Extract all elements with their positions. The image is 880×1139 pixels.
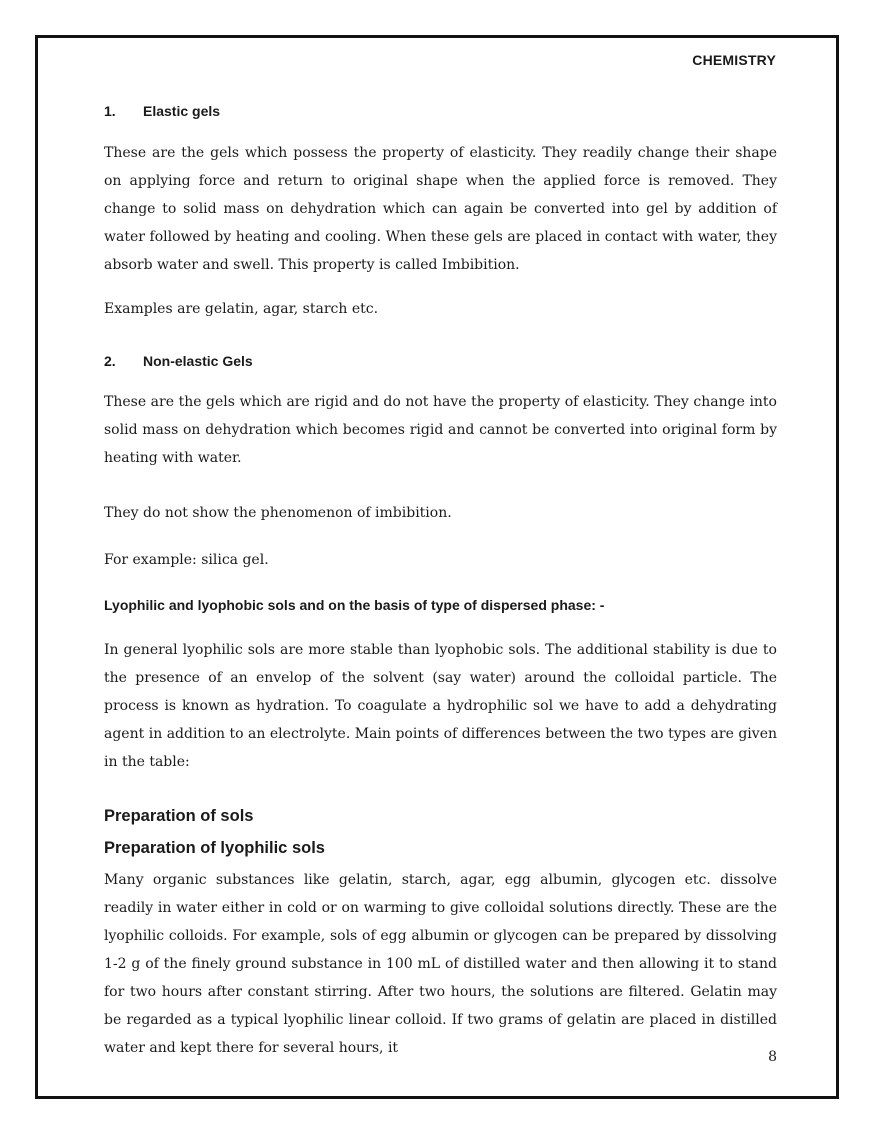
running-header: CHEMISTRY (692, 52, 776, 68)
elastic-gels-title: Elastic gels (143, 103, 221, 119)
non-elastic-gels-body: These are the gels which are rigid and do not have the property of elasticity. They change into solid mass on dehydration which becomes rigid and cannot be converted into original form by heating with water. (104, 394, 777, 466)
lyophilic-lyophobic-heading: Lyophilic and lyophobic sols and on the basis of type of dispersed phase: - (104, 597, 605, 613)
elastic-gels-examples: Examples are gelatin, agar, starch etc. (104, 301, 379, 317)
elastic-gels-body: These are the gels which possess the property of elasticity. They readily change their shape on applying force and return to original shape when the applied force is removed. They change to solid mass on dehydration which can again be converted into gel by addition of water followed by heating and cooling. When these gels are placed in contact with water, they absorb water and swell. This property is called Imbibition. (104, 145, 777, 273)
preparation-body: Many organic substances like gelatin, starch, agar, egg albumin, glycogen etc. dissolve readily in water either in cold or on warming to give colloidal solutions directly. These are the lyophilic colloids. For example, sols of egg albumin or glycogen can be prepared by dissolving 1-2 g of the finely ground substance in 100 mL of distilled water and then allowing it to stand for two hours after constant stirring. After two hours, the solutions are filtered. Gelatin may be regarded as a typical lyophilic linear colloid. If two grams of gelatin are placed in distilled water and kept there for several hours, it (104, 872, 777, 1056)
elastic-gels-number: 1. (104, 103, 116, 119)
preparation-of-sols-heading: Preparation of sols (104, 807, 254, 825)
page-content (104, 100, 777, 1062)
non-elastic-gels-heading (104, 350, 777, 372)
preparation-of-lyophilic-sols-heading: Preparation of lyophilic sols (104, 839, 325, 857)
page-number: 8 (768, 1049, 777, 1065)
non-elastic-gels-title: Non-elastic Gels (143, 353, 253, 369)
lyophilic-lyophobic-body: In general lyophilic sols are more stable than lyophobic sols. The additional stability is due to the presence of an envelop of the solvent (say water) around the colloidal particle. The process is known as hydration. To coagulate a hydrophilic sol we have to add a dehydrating agent in addition to an electrolyte. Main points of differences between the two types are given in the table: (104, 642, 777, 770)
non-elastic-gels-example: For example: silica gel. (104, 552, 269, 568)
non-elastic-gels-note: They do not show the phenomenon of imbibition. (104, 505, 452, 521)
non-elastic-gels-number: 2. (104, 353, 116, 369)
elastic-gels-heading (104, 100, 777, 122)
